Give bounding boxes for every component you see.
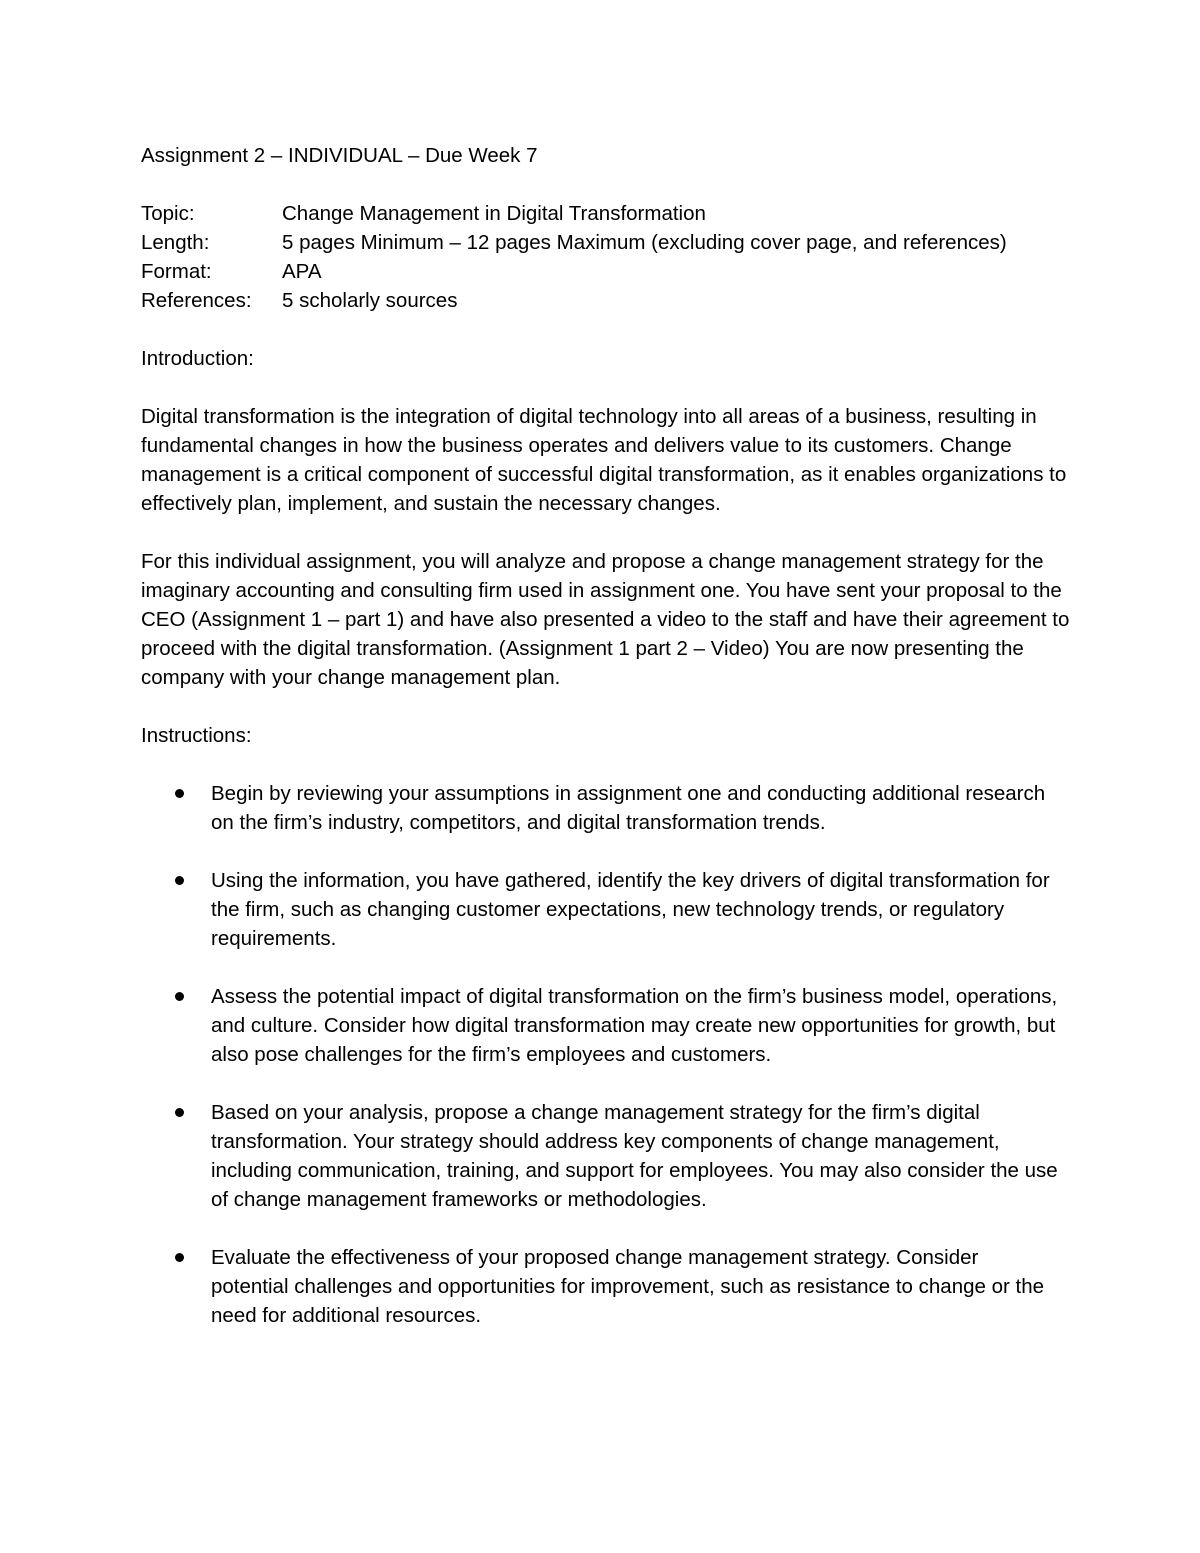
bullet-icon: [175, 789, 184, 798]
detail-row-format: [141, 257, 1071, 286]
bullet-icon: [175, 992, 184, 1001]
detail-row-length: [141, 228, 1071, 257]
detail-value: Change Management in Digital Transformation: [282, 202, 706, 225]
introduction-paragraph: For this individual assignment, you will analyze and propose a change management strategy for the imaginary accounting and consulting firm used in assignment one. You have sent your proposal to the CEO (Assignment 1 – part 1) and have also presented a video to the staff and have their agreement to proceed with the digital transformation. (Assignment 1 part 2 – Video) You are now presenting the company with your change management plan.: [141, 550, 1070, 689]
bullet-icon: [175, 1253, 184, 1262]
assignment-details: [141, 199, 1071, 315]
introduction-heading: Introduction:: [141, 347, 254, 370]
detail-row-references: [141, 286, 1071, 315]
detail-label: References:: [141, 289, 252, 312]
instructions-heading: Instructions:: [141, 724, 252, 747]
detail-value: 5 scholarly sources: [282, 289, 458, 312]
list-item: [141, 982, 1061, 1069]
document-title: Assignment 2 – INDIVIDUAL – Due Week 7: [141, 144, 538, 167]
list-item-text: Begin by reviewing your assumptions in assignment one and conducting additional research on the firm’s industry, competitors, and digital transformation trends.: [211, 782, 1046, 834]
list-item: [141, 1243, 1061, 1330]
list-item: [141, 779, 1061, 837]
bullet-icon: [175, 876, 184, 885]
detail-value: 5 pages Minimum – 12 pages Maximum (excluding cover page, and references): [282, 231, 1007, 254]
list-item-text: Assess the potential impact of digital transformation on the firm’s business model, operations, and culture. Consider how digital transformation may create new opportunities for growth, but also pose challenges for the firm’s employees and customers.: [211, 985, 1058, 1066]
instructions-list: [141, 779, 1071, 1330]
list-item: [141, 1098, 1061, 1214]
list-item-text: Evaluate the effectiveness of your proposed change management strategy. Consider potential challenges and opportunities for improvement, such as resistance to change or the need for additional resources.: [211, 1246, 1045, 1327]
detail-label: Topic:: [141, 202, 195, 225]
list-item-text: Using the information, you have gathered, identify the key drivers of digital transformation for the firm, such as changing customer expectations, new technology trends, or regulatory requirements.: [211, 869, 1050, 950]
introduction-paragraph: Digital transformation is the integration of digital technology into all areas of a business, resulting in fundamental changes in how the business operates and delivers value to its customers. Change management is a critical component of successful digital transformation, as it enables organizations to effectively plan, implement, and sustain the necessary changes.: [141, 405, 1067, 515]
list-item-text: Based on your analysis, propose a change management strategy for the firm’s digital transformation. Your strategy should address key components of change management, including communication, training, and support for employees. You may also consider the use of change management frameworks or methodologies.: [211, 1101, 1058, 1211]
detail-row-topic: [141, 199, 1071, 228]
detail-label: Format:: [141, 260, 212, 283]
detail-label: Length:: [141, 231, 210, 254]
bullet-icon: [175, 1108, 184, 1117]
document-body: [141, 141, 1071, 1330]
list-item: [141, 866, 1061, 953]
detail-value: APA: [282, 260, 322, 283]
